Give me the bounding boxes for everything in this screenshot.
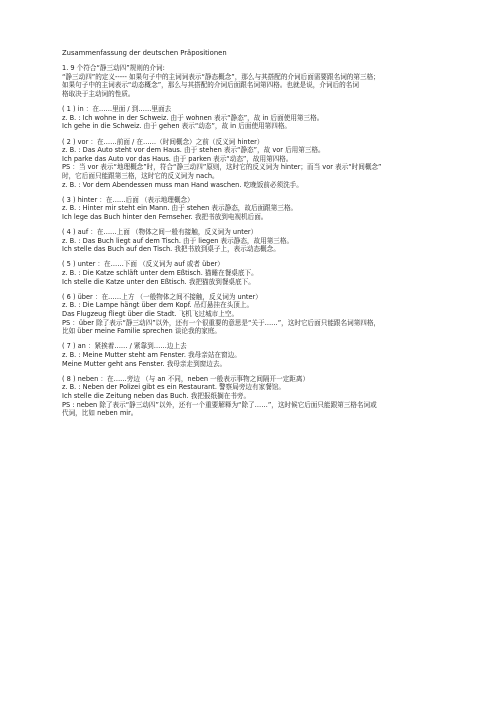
- text-line: 1. 9 个符合“静三动四”规则的介词:: [62, 64, 165, 73]
- text-line: ( 1 ) in ：在……里面 / 到……里面去: [62, 105, 172, 114]
- text-line: Ich gehe in die Schweiz. 由于 gehen 表示“动态”，故 in 后面使用第四格。: [62, 122, 292, 131]
- text-line: z. B. : Die Katze schläft unter dem Eßtisch. 猫睡在餐桌底下。: [62, 269, 258, 278]
- text-line: Ich stelle die Zeitung neben das Buch. 我把报纸搁在书旁。: [62, 391, 251, 400]
- document-title: Zusammenfassung der deutschen Präpositionen: [62, 49, 227, 57]
- paragraph-an: [62, 342, 436, 368]
- spacer: [62, 189, 436, 196]
- text-line: 比如 über meine Familie sprechen 谈论我的家庭。: [62, 327, 221, 336]
- text-line: Das Flugzeug fliegt über die Stadt. 飞机飞过城市上空。: [62, 310, 239, 318]
- text-line: “静三动四”的定义----- 如果句子中的主词词表示“静态概念”，那么与其搭配的介词后面需要跟名词的第三格；: [62, 72, 380, 81]
- text-line: Meine Mutter geht ans Fenster. 我母亲走到窗边去。: [62, 359, 227, 368]
- text-line: Ich stelle die Katze unter den Eßtisch. 我把猫放到餐桌底下。: [62, 277, 255, 286]
- paragraph-auf: [62, 228, 436, 254]
- text-line: Ich lege das Buch hinter den Fernseher. 我把书放到电视机后面。: [62, 212, 268, 221]
- text-line: ( 2 ) vor ：在……前面 / 在……（时间概念）之前（反义词 hinter）: [62, 137, 264, 146]
- text-line: z. B. : Hinter mir steht ein Mann. 由于 stehen 表示静态，故后面跟第三格。: [62, 204, 298, 213]
- text-line: z. B. : Vor dem Abendessen muss man Hand waschen. 吃晚饭前必须洗手。: [62, 180, 303, 189]
- text-line: ( 4 ) auf ：在……上面 （物体之间一般有接触，反义词为 unter）: [62, 228, 258, 237]
- text-line: ( 6 ) über ：在……上方 （一般物体之间不接触，反义词为 unter）: [62, 292, 262, 301]
- text-line: Ich parke das Auto vor das Haus. 由于 parken 表示“动态”，故用第四格。: [62, 154, 293, 163]
- text-line: PS ：当 vor 表示“地理概念”时，符合“静三动四”原则，这时它的反义词为 hinter；而当 vor 表示“时间概念”: [62, 163, 382, 172]
- text-line: PS ：über 除了表示“静三动四”以外，还有一个很重要的意思是“关于……”，这时它后面只能跟名词第四格，: [62, 318, 381, 327]
- spacer: [62, 99, 436, 106]
- spacer: [62, 58, 436, 65]
- text-line: ( 3 ) hinter ：在……后面 （表示地理概念）: [62, 195, 194, 204]
- text-line: z. B. : Das Auto steht vor dem Haus. 由于 stehen 表示“静态”，故 vor 后用第三格。: [62, 146, 325, 155]
- spacer: [62, 286, 436, 293]
- spacer: [62, 221, 436, 228]
- spacer: [62, 254, 436, 261]
- spacer: [62, 131, 436, 138]
- text-line: 代词，比如 neben mir。: [62, 409, 138, 418]
- paragraph-vor: [62, 138, 436, 190]
- text-line: z. B. : Das Buch liegt auf dem Tisch. 由于 liegen 表示静态，故用第三格。: [62, 236, 294, 245]
- text-line: z. B. : Die Lampe hängt über dem Kopf. 吊灯悬挂在头顶上。: [62, 301, 254, 310]
- paragraph-in: [62, 105, 436, 131]
- text-line: Ich stelle das Buch auf den Tisch. 我把书放到桌子上，表示动态概念。: [62, 245, 280, 254]
- text-line: z. B. : Neben der Polizei gibt es ein Restaurant. 警察局旁边有家餐馆。: [62, 383, 285, 392]
- paragraph-neben: [62, 375, 436, 418]
- text-line: PS : neben 除了表示“静三动四”以外，还有一个重要解释为“除了……”，这时候它后面只能跟第三格名词或: [62, 400, 377, 409]
- paragraph-intro: [62, 64, 436, 98]
- text-line: 时，它后面只能跟第三格，这时它的反义词为 nach。: [62, 171, 219, 180]
- paragraph-ueber: [62, 293, 436, 336]
- paragraph-unter: [62, 260, 436, 286]
- text-line: 如果句子中的主词表示“动态概念”，那么与其搭配的介词后面跟名词第四格。也就是说，介词后的名词: [62, 81, 359, 90]
- spacer: [62, 336, 436, 343]
- text-line: ( 7 ) an ：紧挨着…… / 紧靠到……边上去: [62, 342, 187, 351]
- text-line: 格取决于主动词的性质。: [62, 89, 135, 98]
- spacer: [62, 368, 436, 375]
- text-line: ( 5 ) unter ：在……下面 （反义词为 auf 或者 über）: [62, 260, 224, 269]
- text-line: z. B. : Ich wohne in der Schweiz. 由于 wohnen 表示“静态”，故 in 后面使用第三格。: [62, 113, 324, 122]
- paragraph-hinter: [62, 196, 436, 222]
- text-line: z. B. : Meine Mutter steht am Fenster. 我母亲站在窗边。: [62, 350, 241, 359]
- text-line: ( 8 ) neben ：在……旁边 （与 an 不同，neben 一般表示事物之间隔开一定距离）: [62, 374, 310, 383]
